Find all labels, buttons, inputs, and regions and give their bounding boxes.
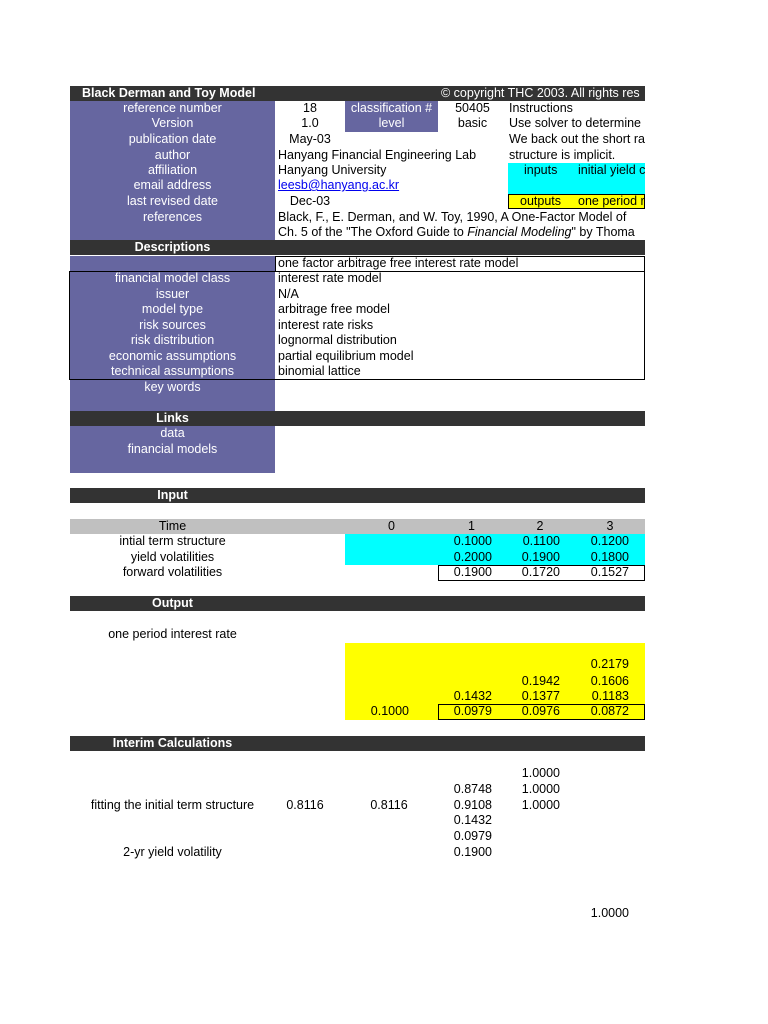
output-rate-2-2: 0.0976 — [521, 704, 560, 718]
fit-value-a: 0.8116 — [286, 798, 324, 812]
interim-col1-3: 0.0979 — [453, 829, 492, 843]
fit-value-b: 0.8116 — [370, 798, 408, 812]
two-yr-yield-vol-label: 2-yr yield volatility — [123, 845, 222, 859]
instructions-line-1: Use solver to determine — [509, 116, 642, 130]
instructions-line-3: structure is implicit. — [509, 148, 616, 162]
time-label: Time — [158, 519, 187, 533]
references-line-2 — [278, 225, 645, 240]
time-0: 0 — [388, 519, 395, 533]
legend-outputs-desc: one period r — [578, 194, 645, 208]
last-revised-value[interactable]: Dec-03 — [289, 194, 331, 208]
term-structure-label: intial term structure — [119, 534, 226, 548]
references-label: references — [142, 210, 203, 224]
forward-vol-label: forward volatilities — [122, 565, 223, 579]
descriptions-summary[interactable]: one factor arbitrage free interest rate model — [278, 256, 519, 270]
output-rate-0: 0.1000 — [370, 704, 409, 718]
references-line-2-post: " by Thoma — [571, 225, 635, 239]
desc-value-model-type[interactable]: arbitrage free model — [278, 302, 390, 316]
legend-outputs-label: outputs — [520, 194, 562, 208]
term-structure-1[interactable]: 0.1000 — [453, 534, 492, 548]
last-revised-label: last revised date — [126, 194, 219, 208]
desc-label-model-type: model type — [141, 302, 204, 316]
link-financial-models[interactable]: financial models — [127, 442, 218, 456]
desc-value-risk-sources[interactable]: interest rate risks — [278, 318, 374, 332]
interim-col1-0: 0.8748 — [453, 782, 492, 796]
desc-value-issuer[interactable]: N/A — [278, 287, 299, 301]
input-title: Input — [157, 488, 188, 502]
interim-col1-4: 0.1900 — [453, 845, 492, 859]
descriptions-title: Descriptions — [134, 240, 211, 254]
version-label: Version — [151, 116, 194, 130]
references-line-2-italic: Financial Modeling — [467, 225, 572, 239]
forward-vol-3: 0.1527 — [590, 565, 629, 579]
level-label: level — [378, 116, 405, 130]
references-line-2-pre: Ch. 5 of the "The Oxford Guide to — [278, 225, 468, 239]
desc-label-model-class: financial model class — [114, 271, 231, 285]
author-label: author — [154, 148, 191, 162]
fit-term-structure-label: fitting the initial term structure — [90, 798, 255, 812]
time-2: 2 — [536, 519, 544, 533]
author-value[interactable]: Hanyang Financial Engineering Lab — [278, 148, 477, 162]
yield-vol-1[interactable]: 0.2000 — [453, 550, 492, 564]
output-rate-1-1: 0.0979 — [453, 704, 492, 718]
legend-inputs-label: inputs — [524, 163, 558, 177]
classification-label: classification # — [350, 101, 433, 115]
time-3: 3 — [606, 519, 614, 533]
output-title: Output — [152, 596, 193, 610]
reference-number-label: reference number — [123, 101, 222, 115]
desc-value-technical-assumptions[interactable]: binomial lattice — [278, 364, 361, 378]
model-title: Black Derman and Toy Model — [82, 86, 256, 100]
interim-col1-1: 0.9108 — [453, 798, 492, 812]
references-line-1: Black, F., E. Derman, and W. Toy, 1990, A One-Factor Model of — [278, 210, 627, 224]
copyright-text: © copyright THC 2003. All rights res — [441, 86, 640, 100]
affiliation-label: affiliation — [147, 163, 198, 177]
link-data[interactable]: data — [160, 426, 185, 440]
email-link[interactable]: leesb@hanyang.ac.kr — [278, 178, 400, 192]
one-period-rate-label: one period interest rate — [108, 627, 237, 641]
publication-date-label: publication date — [128, 132, 217, 146]
desc-value-economic-assumptions[interactable]: partial equilibrium model — [278, 349, 414, 363]
output-rate-3-3: 0.0872 — [590, 704, 629, 718]
instructions-line-2: We back out the short ra — [509, 132, 645, 146]
yield-vol-3[interactable]: 0.1800 — [590, 550, 629, 564]
output-rate-2-1: 0.1377 — [521, 689, 560, 703]
term-structure-2[interactable]: 0.1100 — [522, 534, 560, 548]
term-structure-3[interactable]: 0.1200 — [590, 534, 629, 548]
forward-vol-2: 0.1720 — [521, 565, 560, 579]
desc-label-risk-distribution: risk distribution — [130, 333, 215, 347]
legend-inputs-desc: initial yield c — [578, 163, 645, 177]
interim-col2-0: 1.0000 — [521, 766, 560, 780]
time-1: 1 — [468, 519, 475, 533]
version-value[interactable]: 1.0 — [301, 116, 319, 130]
desc-value-risk-distribution[interactable]: lognormal distribution — [278, 333, 397, 347]
classification-value[interactable]: 50405 — [455, 101, 490, 115]
affiliation-value[interactable]: Hanyang University — [278, 163, 387, 177]
instructions-label: Instructions — [509, 101, 573, 115]
desc-label-key-words: key words — [144, 380, 201, 394]
publication-date-value[interactable]: May-03 — [289, 132, 331, 146]
interim-bottom-value: 1.0000 — [590, 906, 629, 920]
forward-vol-1: 0.1900 — [453, 565, 492, 579]
reference-number-value[interactable]: 18 — [303, 101, 317, 115]
interim-col2-1: 1.0000 — [521, 782, 560, 796]
desc-label-issuer: issuer — [155, 287, 190, 301]
desc-label-risk-sources: risk sources — [139, 318, 206, 332]
links-title: Links — [156, 411, 189, 425]
interim-col2-2: 1.0000 — [521, 798, 560, 812]
desc-label-economic-assumptions: economic assumptions — [108, 349, 237, 363]
interim-col1-2: 0.1432 — [453, 813, 492, 827]
output-rate-2-0: 0.1942 — [521, 674, 560, 688]
output-rate-1-0: 0.1432 — [453, 689, 492, 703]
desc-label-technical-assumptions: technical assumptions — [111, 364, 234, 378]
interim-title: Interim Calculations — [112, 736, 233, 750]
level-value[interactable]: basic — [457, 116, 488, 130]
yield-vol-2[interactable]: 0.1900 — [521, 550, 560, 564]
yield-vol-label: yield volatilities — [130, 550, 215, 564]
output-rate-3-1: 0.1606 — [590, 674, 629, 688]
output-rate-3-0: 0.2179 — [590, 657, 629, 671]
desc-value-model-class[interactable]: interest rate model — [278, 271, 382, 285]
email-label: email address — [133, 178, 212, 192]
output-rate-3-2: 0.1183 — [591, 689, 629, 703]
